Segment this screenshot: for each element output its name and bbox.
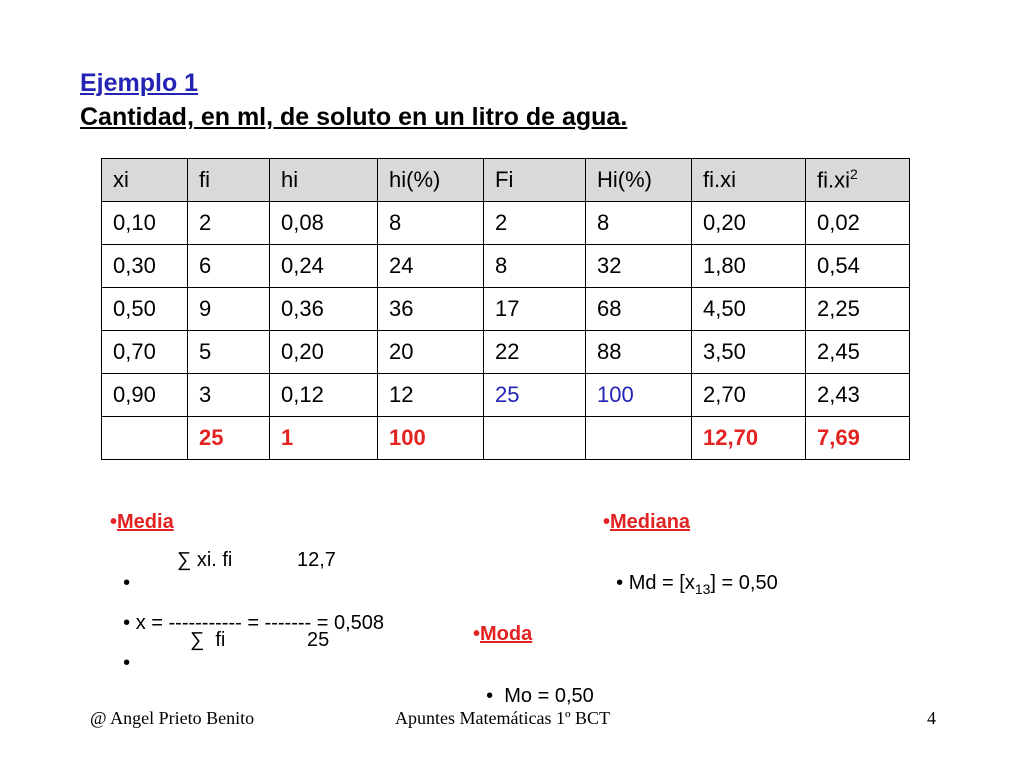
header-hi-percent: hi(%) bbox=[378, 159, 484, 202]
total-fi: 25 bbox=[188, 417, 270, 460]
footer-author: @ Angel Prieto Benito bbox=[90, 708, 255, 728]
cell: 5 bbox=[188, 331, 270, 374]
cell: 8 bbox=[484, 245, 586, 288]
table-row bbox=[102, 288, 910, 331]
media-title: Media bbox=[117, 511, 174, 533]
cell: 8 bbox=[586, 202, 692, 245]
cell: 0,24 bbox=[270, 245, 378, 288]
moda-formula: Mo = 0,50 bbox=[504, 685, 594, 707]
header-fi: fi bbox=[188, 159, 270, 202]
cell: 0,02 bbox=[806, 202, 910, 245]
mediana-heading bbox=[603, 510, 690, 534]
mediana-formula-end: ] = 0,50 bbox=[710, 572, 778, 594]
cell-total-Fi: 25 bbox=[484, 374, 586, 417]
cell-total-Hi: 100 bbox=[586, 374, 692, 417]
media-line-3 bbox=[112, 629, 130, 675]
cell: 2,43 bbox=[806, 374, 910, 417]
slide-title bbox=[80, 66, 627, 134]
cell: 36 bbox=[378, 288, 484, 331]
cell: 8 bbox=[378, 202, 484, 245]
cell: 0,10 bbox=[102, 202, 188, 245]
cell: 0,70 bbox=[102, 331, 188, 374]
cell: 1,80 bbox=[692, 245, 806, 288]
media-sum-fi: ∑ fi bbox=[190, 629, 226, 651]
cell: 3,50 bbox=[692, 331, 806, 374]
cell: 0,30 bbox=[102, 245, 188, 288]
total-hi: 1 bbox=[270, 417, 378, 460]
frequency-table bbox=[101, 158, 910, 460]
cell: 2,45 bbox=[806, 331, 910, 374]
cell bbox=[102, 417, 188, 460]
cell: 4,50 bbox=[692, 288, 806, 331]
example-subtitle: Cantidad, en ml, de soluto en un litro de agua. bbox=[80, 103, 628, 131]
bullet: • bbox=[123, 612, 131, 634]
cell: 3 bbox=[188, 374, 270, 417]
cell: 2 bbox=[188, 202, 270, 245]
table-row bbox=[102, 331, 910, 374]
example-heading: Ejemplo 1 bbox=[80, 69, 199, 97]
cell: 88 bbox=[586, 331, 692, 374]
header-Fi: Fi bbox=[484, 159, 586, 202]
table-row bbox=[102, 245, 910, 288]
cell bbox=[484, 417, 586, 460]
table-row bbox=[102, 202, 910, 245]
cell: 0,50 bbox=[102, 288, 188, 331]
cell: 24 bbox=[378, 245, 484, 288]
total-hi-percent: 100 bbox=[378, 417, 484, 460]
bullet: • bbox=[123, 652, 131, 674]
cell: 2,25 bbox=[806, 288, 910, 331]
superscript-2: 2 bbox=[850, 166, 858, 183]
header-hi: hi bbox=[270, 159, 378, 202]
cell: 0,36 bbox=[270, 288, 378, 331]
media-heading bbox=[110, 510, 174, 534]
table-header-row bbox=[102, 159, 910, 202]
mediana-formula-start: Md = [x bbox=[628, 572, 695, 594]
cell: 0,90 bbox=[102, 374, 188, 417]
bullet: • bbox=[473, 623, 481, 645]
media-n-value: 25 bbox=[307, 629, 330, 651]
cell: 0,54 bbox=[806, 245, 910, 288]
cell: 0,08 bbox=[270, 202, 378, 245]
media-formula: x = ----------- = ------- = 0,508 bbox=[135, 612, 385, 634]
cell: 0,20 bbox=[270, 331, 378, 374]
cell: 12 bbox=[378, 374, 484, 417]
footer-course: Apuntes Matemáticas 1º BCT bbox=[395, 708, 611, 728]
cell: 17 bbox=[484, 288, 586, 331]
media-line-2 bbox=[112, 589, 384, 635]
mediana-line bbox=[605, 549, 778, 597]
totals-row bbox=[102, 417, 910, 460]
bullet: • bbox=[123, 572, 131, 594]
mediana-title: Mediana bbox=[610, 511, 691, 533]
total-fi-xi2: 7,69 bbox=[806, 417, 910, 460]
moda-heading bbox=[473, 622, 532, 646]
cell: 2,70 bbox=[692, 374, 806, 417]
footer-page-number: 4 bbox=[927, 708, 936, 728]
cell: 0,12 bbox=[270, 374, 378, 417]
header-xi: xi bbox=[102, 159, 188, 202]
cell: 6 bbox=[188, 245, 270, 288]
cell: 9 bbox=[188, 288, 270, 331]
bullet: • bbox=[616, 572, 624, 594]
header-fi-xi2: $fi.xi^2$ bbox=[806, 159, 910, 202]
bullet: • bbox=[486, 685, 494, 707]
media-sum-value: 12,7 bbox=[297, 549, 336, 571]
moda-title: Moda bbox=[480, 623, 533, 645]
total-fi-xi: 12,70 bbox=[692, 417, 806, 460]
moda-line bbox=[475, 662, 594, 708]
cell: 22 bbox=[484, 331, 586, 374]
mediana-subscript: 13 bbox=[694, 581, 711, 597]
cell: 68 bbox=[586, 288, 692, 331]
header-Hi-percent: Hi(%) bbox=[586, 159, 692, 202]
cell: 20 bbox=[378, 331, 484, 374]
media-sum-xi-fi: ∑ xi. fi bbox=[177, 549, 233, 571]
cell: 32 bbox=[586, 245, 692, 288]
cell: 2 bbox=[484, 202, 586, 245]
cell: 0,20 bbox=[692, 202, 806, 245]
header-fi-xi: fi.xi bbox=[692, 159, 806, 202]
bullet: • bbox=[603, 511, 611, 533]
cell bbox=[586, 417, 692, 460]
bullet: • bbox=[110, 511, 118, 533]
table-row bbox=[102, 374, 910, 417]
